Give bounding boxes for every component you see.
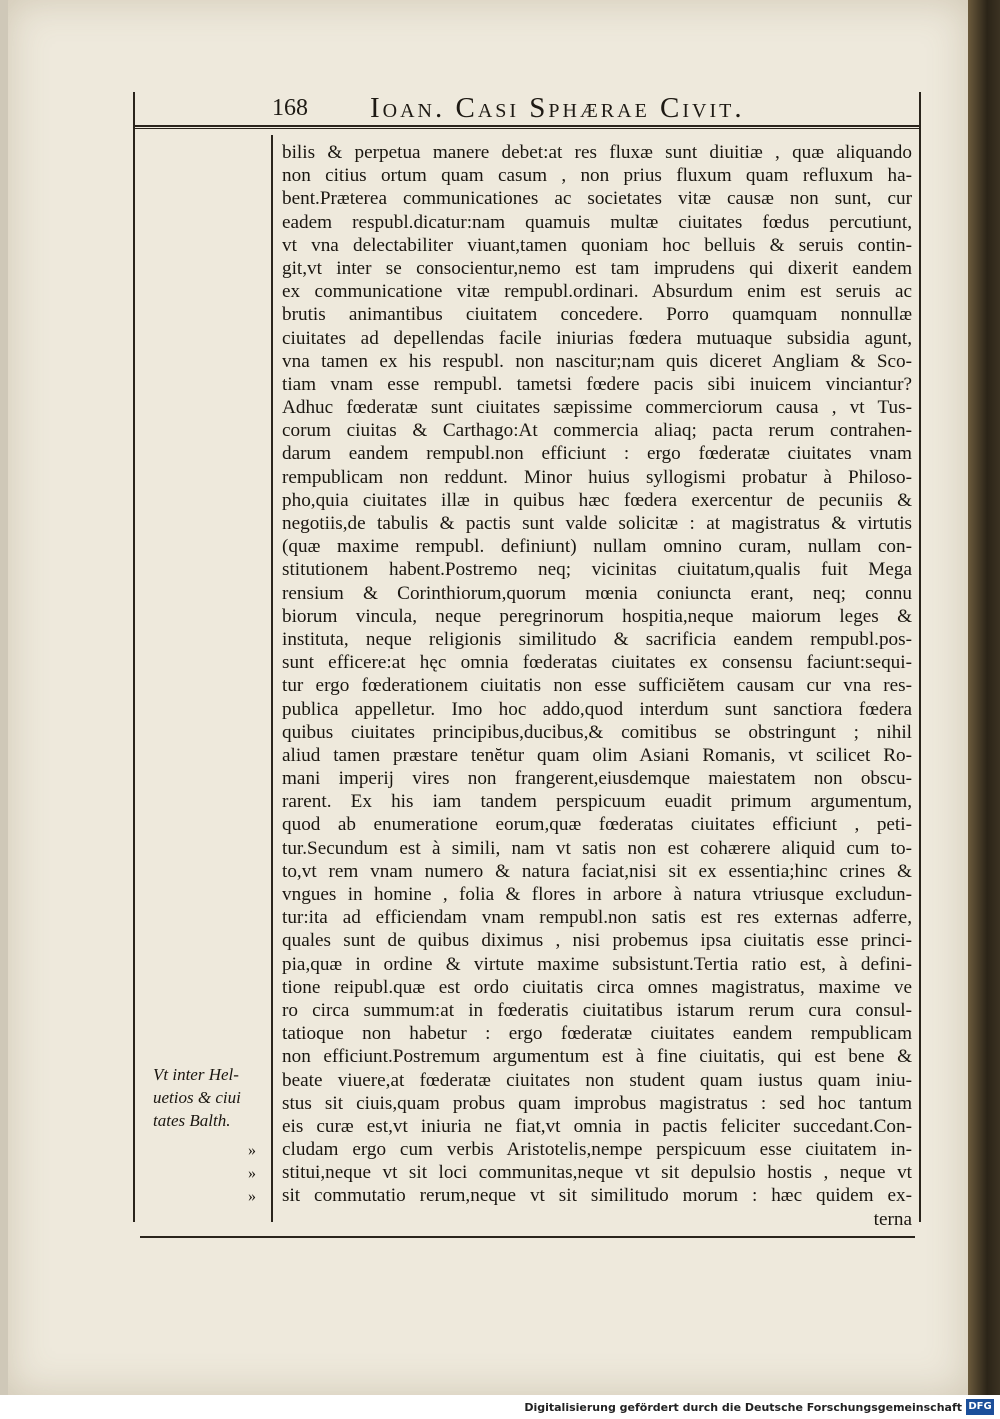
text-line: quod ab enumeratione eorum,quæ fœderatas ciuitates efficiunt , peti- <box>282 814 912 836</box>
text-line: tur ergo fœderationem ciuitatis non esse sufficiĕtem causam cur vna res- <box>282 675 912 697</box>
text-line: bent.Præterea communicationes ac societates vitæ causæ non sunt, cur <box>282 188 912 210</box>
quotation-marks <box>248 1139 268 1209</box>
text-line: quibus ciuitates principibus,ducibus,& comitibus se obstringunt ; nihil <box>282 721 912 743</box>
text-line: rempublicam non reddunt. Minor huius syllogismi probatur à Philoso- <box>282 466 912 488</box>
text-line: tione reipubl.quæ est ordo ciuitatis circa omnes magistratus, maxime ve <box>282 976 912 998</box>
text-line: tur:ita ad efficiendam vnam rempubl.non satis est res externas adferre, <box>282 907 912 929</box>
text-line: sunt efficere:at hęc omnia fœderatas ciuitates ex consensu faciunt:sequi- <box>282 652 912 674</box>
text-line: to,vt rem vnam numero & natura faciat,nisi sit ex essentia;hinc crines & <box>282 860 912 882</box>
text-line: sit commutatio rerum,neque vt sit similitudo morum : hæc quidem ex- <box>282 1185 912 1207</box>
text-line: vt vna delectabiliter viuant,tamen quoniam hoc belluis & seruis contin- <box>282 234 912 256</box>
text-line: beate viuere,at fœderatæ ciuitates non student quam iustus quam iniu- <box>282 1069 912 1091</box>
quote-mark: » <box>248 1165 256 1183</box>
text-line: terna <box>873 1208 912 1230</box>
quote-mark: » <box>248 1142 256 1159</box>
footer-credit: Digitalisierung gefördert durch die Deutsche Forschungsgemeinschaft <box>524 1401 962 1414</box>
text-line: instituta, neque religionis similitudo & sacrificia eandem rempubl.pos- <box>282 628 912 650</box>
marginal-note-line: Vt inter Hel- <box>153 1065 239 1084</box>
marginal-note-line: tates Balth. <box>153 1111 231 1130</box>
text-line: rensium & Corinthiorum,quorum mœnia coniuncta erant, neq; connu <box>282 582 912 604</box>
text-line: rarent. Ex his iam tandem perspicuum euadit primum argumentum, <box>282 791 912 813</box>
text-line: eis curæ est,vt iniuria ne fiat,vt omnia in pactis feliciter succedant.Con- <box>282 1115 912 1137</box>
page-number: 168 <box>272 95 308 121</box>
text-line: negotiis,de tabulis & pactis sunt valde solicitæ : at magistratus & virtutis <box>282 513 912 534</box>
text-line: eadem respubl.dicatur:nam quamuis multæ ciuitates fœdus percutiunt, <box>282 211 912 233</box>
header-rule <box>133 125 920 127</box>
text-line: Adhuc fœderatæ sunt ciuitates sæpissime commerciorum causa , vt Tus- <box>282 397 912 419</box>
text-line: pho,quia ciuitates illæ in quibus hæc fœdera exercentur de pecuniis & <box>282 489 912 511</box>
text-line: bilis & perpetua manere debet:at res fluxæ sunt diuitiæ , quæ aliquando <box>282 142 912 163</box>
text-line: brutis animantibus ciuitatem concedere. Porro quamquam nonnullæ <box>282 304 912 326</box>
text-line: stitui,neque vt sit loci communitas,neque vt sit depulsio hostis , neque vt <box>282 1162 912 1184</box>
text-line: darum eandem rempubl.non efficiunt : ergo fœderatæ ciuitates vnam <box>282 443 912 465</box>
body-text <box>282 141 912 1231</box>
header-rule-secondary <box>133 128 920 129</box>
marginal-note-line: uetios & ciui <box>153 1088 241 1107</box>
text-line: aliud tamen præstare tenĕtur quam olim Asiani Romanis, vt scilicet Ro- <box>282 744 912 766</box>
margin-divider-rule <box>271 135 273 1222</box>
text-line: vna tamen ex his respubl. non nascitur;nam quis diceret Angliam & Sco- <box>282 350 912 372</box>
text-line: publica appelletur. Imo hoc addo,quod interdum sunt sanctiora fœdera <box>282 698 912 720</box>
text-line: stitutionem habent.Postremo neq; vicinitas ciuitatum,qualis fuit Mega <box>282 559 912 581</box>
marginal-note <box>153 1063 265 1132</box>
text-line: non citius ortum quam casum , non prius fluxum quam refluxum ha- <box>282 165 912 187</box>
right-frame-rule <box>919 92 921 1222</box>
book-spine <box>968 0 1000 1395</box>
text-line: ro circa summum:at in fœderatis ciuitatibus istarum rerum cura consul- <box>282 999 912 1021</box>
text-line: tur.Secundum est à simili, nam vt satis non est cohærere aliquid cum to- <box>282 837 912 859</box>
running-head: Ioan. Casi Sphærae Civit. <box>370 92 745 124</box>
text-line: tatioque non habetur : ergo fœderatæ ciuitates eandem rempublicam <box>282 1023 912 1045</box>
text-line: (quæ maxime rempubl. definiunt) nullam omnino curam, nullam con- <box>282 536 912 558</box>
text-line: git,vt inter se consocientur,nemo est tam imprudens qui dixerit eandem <box>282 257 912 279</box>
quote-mark: » <box>248 1188 256 1206</box>
text-line: vngues in homine , folia & flores in arbore à natura vtriusque excludun- <box>282 884 912 905</box>
text-line: stus sit ciuis,quam probus quam improbus magistratus : sed hoc tantum <box>282 1092 912 1114</box>
left-frame-rule <box>133 92 135 1222</box>
text-line: biorum vincula, neque peregrinorum hospitia,neque maiorum leges & <box>282 605 912 627</box>
text-line: ciuitates ad depellendas facile iniurias fœdera mutuaque subsidia agunt, <box>282 327 912 349</box>
text-line: corum ciuitas & Carthago:At commercia aliaq; pacta rerum contrahen- <box>282 420 912 442</box>
dfg-logo: DFG <box>966 1399 994 1415</box>
text-line: cludam ergo cum verbis Aristotelis,nempe perspicuum esse ciuitatem in- <box>282 1139 912 1161</box>
text-line: tiam vnam esse rempubl. tametsi fœdere pacis sibi inuicem vinciantur? <box>282 373 912 395</box>
footer-rule <box>140 1236 915 1238</box>
text-line: quales sunt de quibus diximus , nisi probemus ipsa ciuitatis esse princi- <box>282 930 912 952</box>
text-line: mani imperij vires non frangerent,eiusdemque maiestatem non obscu- <box>282 768 912 790</box>
text-line: pia,quæ in ordine & virtute maxime subsistunt.Tertia ratio est, à defini- <box>282 953 912 975</box>
text-line: non efficiunt.Postremum argumentum est à fine ciuitatis, qui est bene & <box>282 1046 912 1068</box>
text-line: ex communicatione vitæ rempubl.ordinari. Absurdum enim est seruis ac <box>282 281 912 303</box>
